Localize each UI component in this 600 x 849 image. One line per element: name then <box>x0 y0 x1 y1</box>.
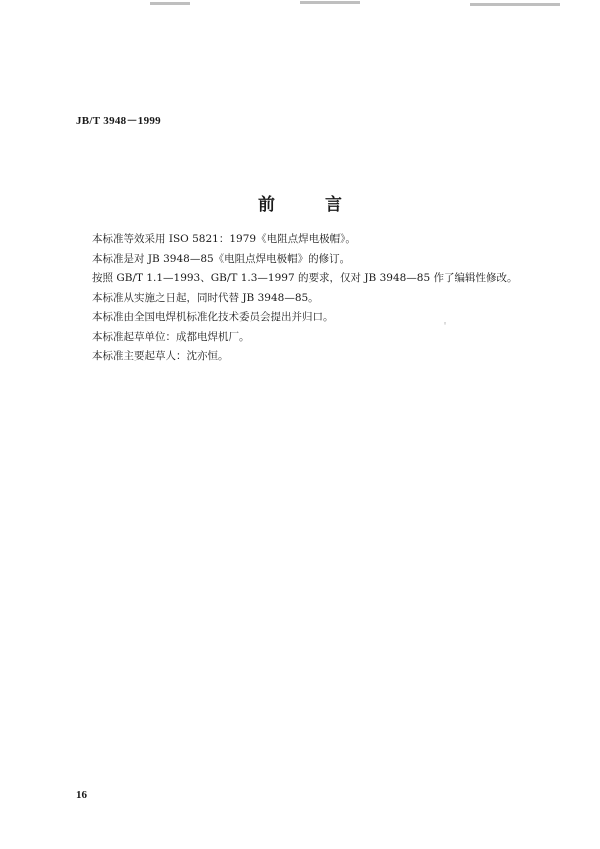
paragraph: 本标准是对 JB 3948—85《电阻点焊电极帽》的修订。 <box>92 252 351 265</box>
scan-artifact-3 <box>470 3 560 6</box>
scan-artifact-1 <box>150 2 190 5</box>
scan-artifact-2 <box>300 1 360 4</box>
standard-code: JB/T 3948－1999 <box>76 115 161 127</box>
scan-speck: ◦ <box>443 320 448 328</box>
page-number: 16 <box>76 789 87 801</box>
paragraph: 本标准从实施之日起，同时代替 JB 3948—85。 <box>92 291 319 304</box>
page-title: 前 言 <box>258 195 364 215</box>
paragraph: 按照 GB/T 1.1—1993、GB/T 1.3—1997 的要求，仅对 JB 3948—85 作了编辑性修改。 <box>92 272 518 284</box>
paragraph: 本标准由全国电焊机标准化技术委员会提出并归口。 <box>92 311 334 323</box>
preface-body <box>92 230 532 367</box>
paragraph: 本标准起草单位：成都电焊机厂。 <box>92 330 250 343</box>
paragraph: 本标准主要起草人：沈亦恒。 <box>92 350 229 362</box>
paragraph: 本标准等效采用 ISO 5821：1979《电阻点焊电极帽》。 <box>92 233 356 245</box>
